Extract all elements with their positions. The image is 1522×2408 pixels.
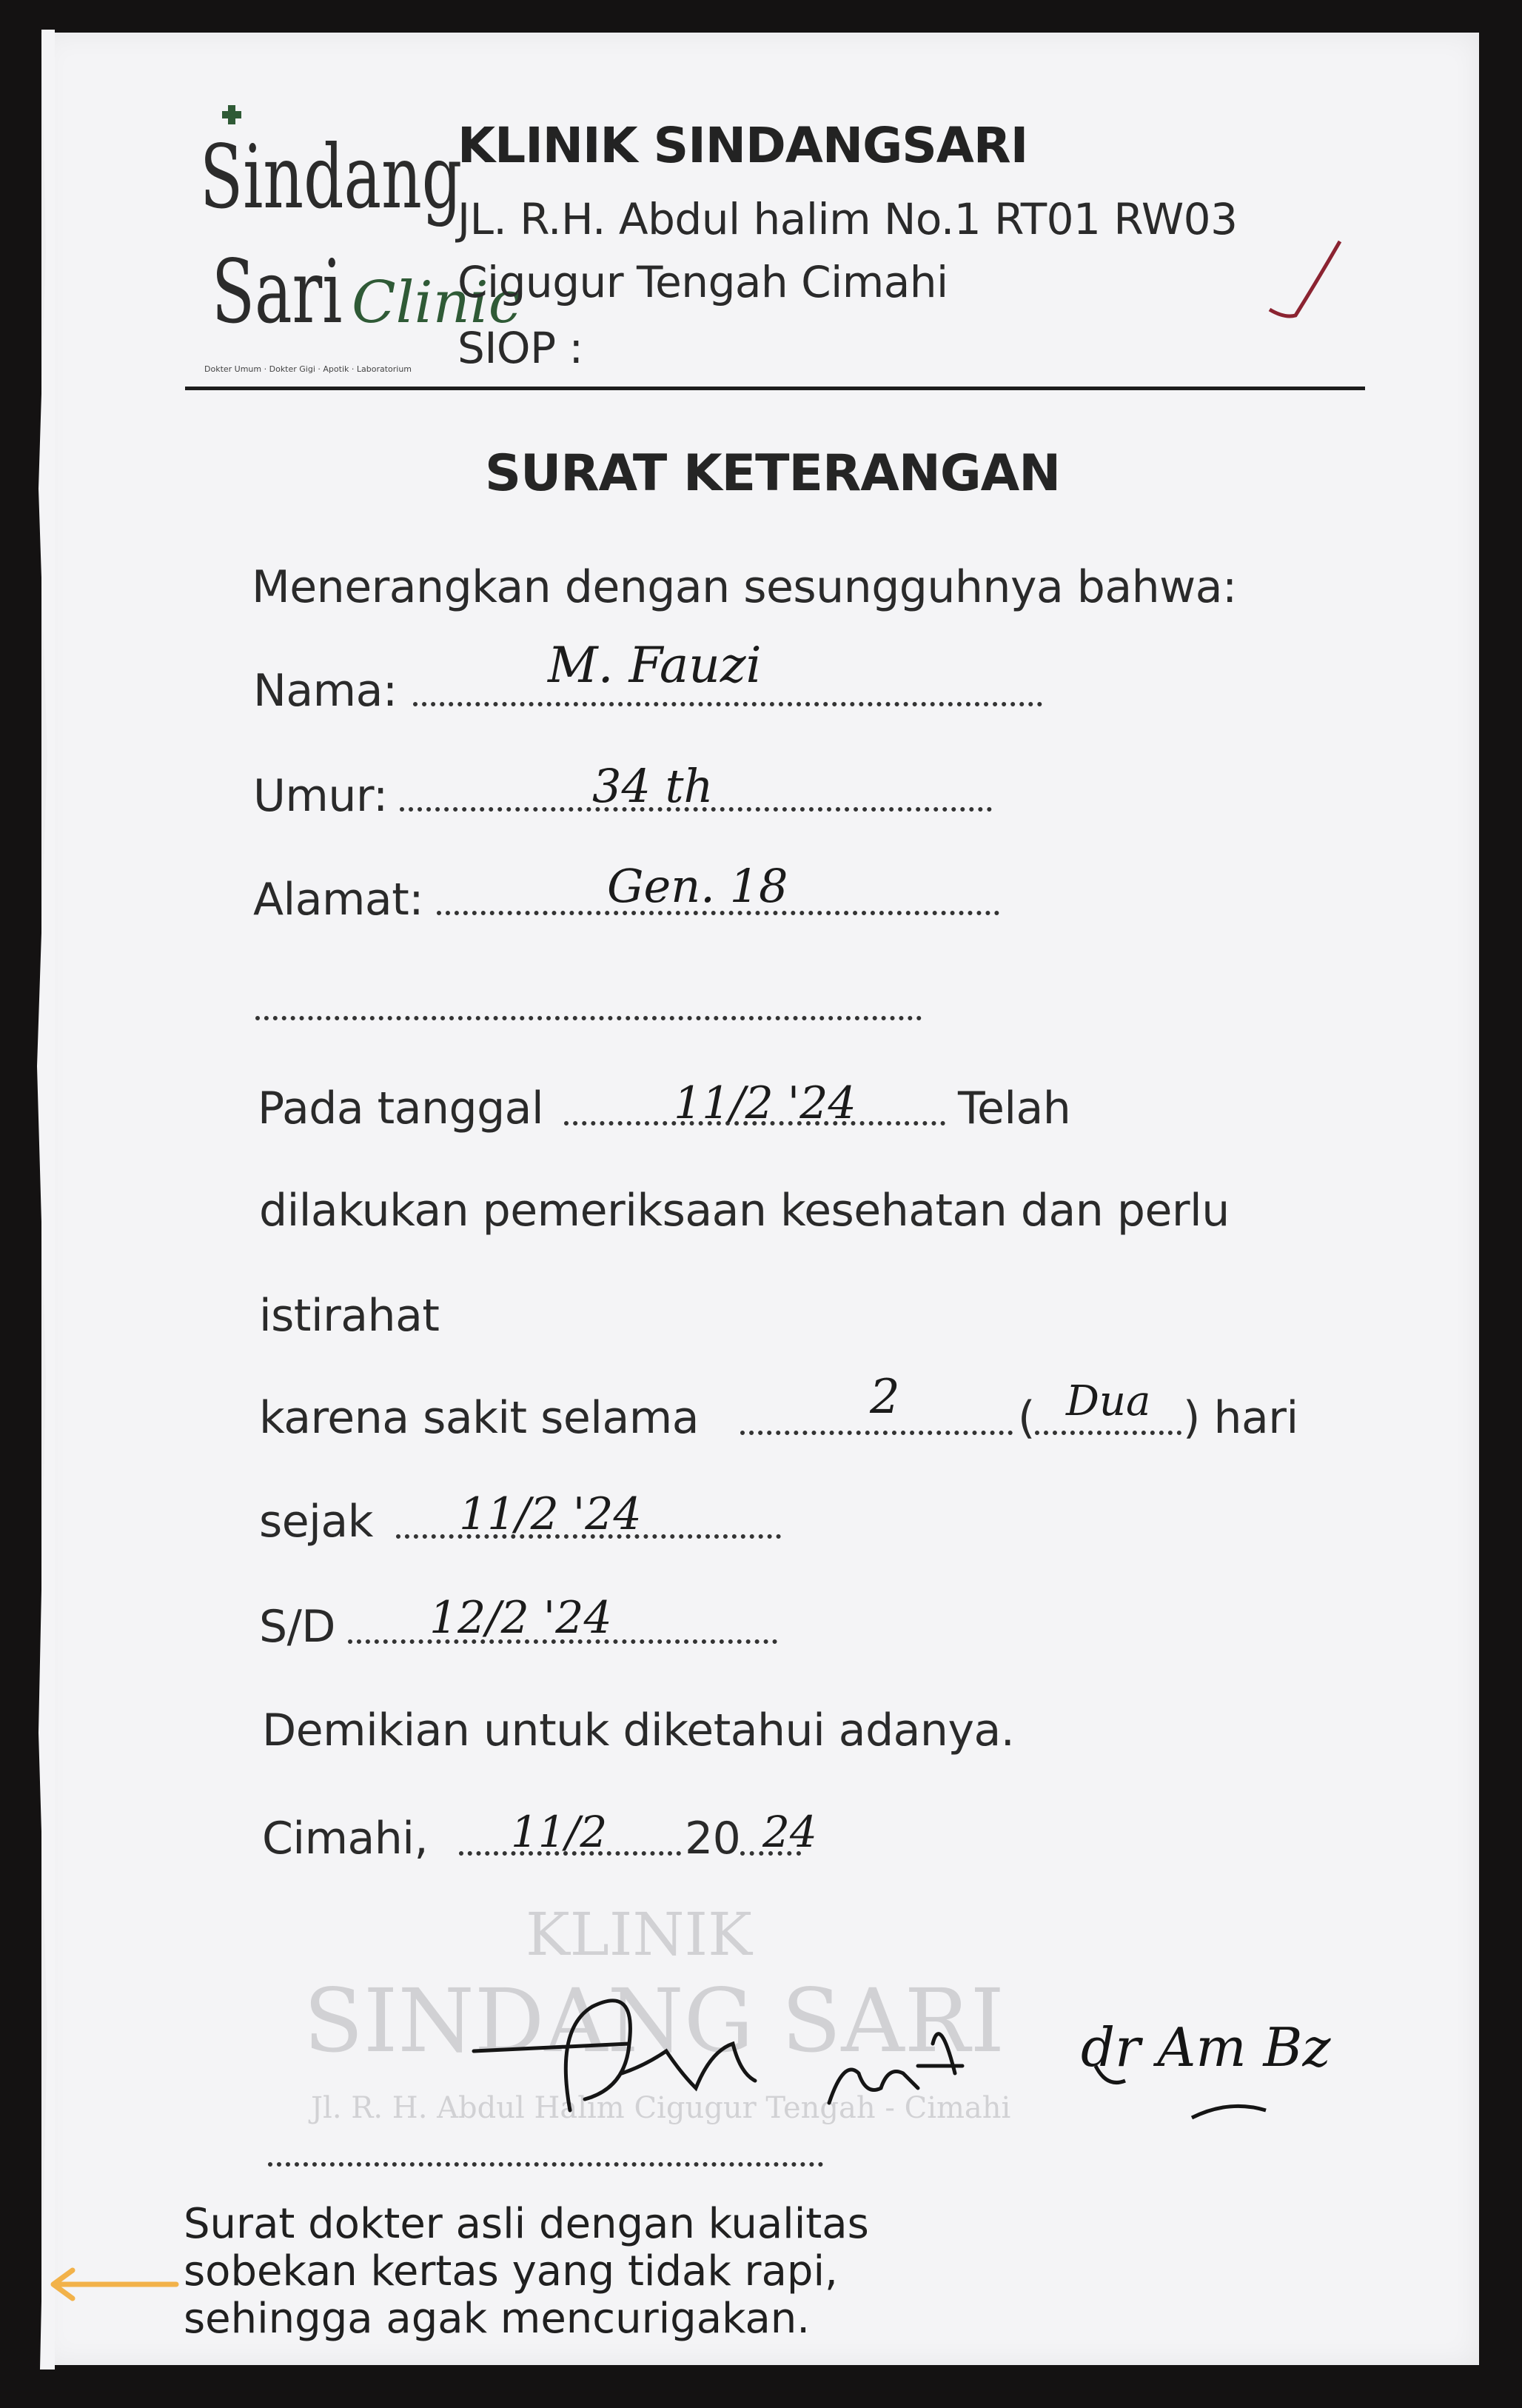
karena-label: karena sakit selama xyxy=(259,1392,699,1444)
nama-handwritten: M. Fauzi xyxy=(548,637,762,694)
istirahat-text: istirahat xyxy=(259,1290,440,1342)
signature-dotted-line xyxy=(268,2162,823,2167)
logo-text-sari: Sari xyxy=(211,242,343,344)
clinic-name: KLINIK SINDANGSARI xyxy=(457,117,1028,174)
stamp-line-1: KLINIK xyxy=(526,1900,752,1969)
intro-text: Menerangkan dengan sesungguhnya bahwa: xyxy=(252,561,1237,613)
cimahi-handwritten-date: 11/2 xyxy=(511,1807,608,1857)
karena-handwritten-number: 2 xyxy=(870,1370,900,1425)
logo-text-sindang: Sindang xyxy=(200,127,463,229)
signature-note: dr Am Bz xyxy=(1081,2016,1331,2078)
paren-open: ( xyxy=(1018,1392,1035,1444)
umur-handwritten: 34 th xyxy=(592,759,714,813)
alamat-label: Alamat: xyxy=(253,874,423,926)
annotation-caption xyxy=(184,2201,1072,2343)
karena-dotted-line xyxy=(740,1431,1013,1435)
alamat-handwritten: Gen. 18 xyxy=(607,859,788,913)
nama-label: Nama: xyxy=(253,665,398,717)
clinic-siop: SIOP : xyxy=(457,323,583,373)
pemeriksaan-text: dilakukan pemeriksaan kesehatan dan perlu xyxy=(259,1185,1230,1237)
tanggal-handwritten: 11/2 '24 xyxy=(674,1077,856,1129)
umur-label: Umur: xyxy=(253,770,388,822)
clinic-address-2: Cigugur Tengah Cimahi xyxy=(457,257,948,307)
tanggal-label: Pada tanggal xyxy=(258,1083,544,1134)
clinic-address-1: JL. R.H. Abdul halim No.1 RT01 RW03 xyxy=(457,194,1238,244)
annotation-line-3: sehingga agak mencurigakan. xyxy=(184,2295,811,2343)
check-mark-icon xyxy=(1262,235,1347,328)
annotation-line-1: Surat dokter asli dengan kualitas xyxy=(184,2200,869,2248)
demikian-text: Demikian untuk diketahui adanya. xyxy=(262,1705,1015,1756)
sd-handwritten: 12/2 '24 xyxy=(429,1592,612,1644)
karena-handwritten-words: Dua xyxy=(1066,1377,1151,1425)
alamat-dotted-line-2 xyxy=(255,1016,922,1020)
header-divider xyxy=(185,387,1365,390)
stamp-line-2: SINDANG SARI xyxy=(304,1970,1005,2072)
sd-label: S/D xyxy=(259,1601,336,1653)
sejak-handwritten: 11/2 '24 xyxy=(459,1488,642,1540)
nama-dotted-line xyxy=(413,702,1042,706)
cimahi-label: Cimahi, xyxy=(262,1813,429,1864)
arrow-left-icon xyxy=(43,2266,180,2303)
year-prefix: 20 xyxy=(685,1813,741,1864)
doctor-signature xyxy=(444,1962,1444,2155)
annotation-line-2: sobekan kertas yang tidak rapi, xyxy=(184,2247,838,2295)
document-title: SURAT KETERANGAN xyxy=(485,444,1061,503)
year-handwritten: 24 xyxy=(762,1807,817,1857)
hari-text: ) hari xyxy=(1183,1392,1298,1444)
karena-words-dotted-line xyxy=(1035,1431,1181,1435)
torn-edge xyxy=(30,30,55,2369)
logo-text-clinic: Clinic xyxy=(352,270,521,336)
stamp-line-3: Jl. R. H. Abdul Halim Cigugur Tengah - Cimahi xyxy=(311,2091,1011,2125)
sejak-label: sejak xyxy=(259,1496,373,1548)
logo-tagline: Dokter Umum · Dokter Gigi · Apotik · Laboratorium xyxy=(204,364,412,374)
telah-text: Telah xyxy=(958,1083,1071,1134)
